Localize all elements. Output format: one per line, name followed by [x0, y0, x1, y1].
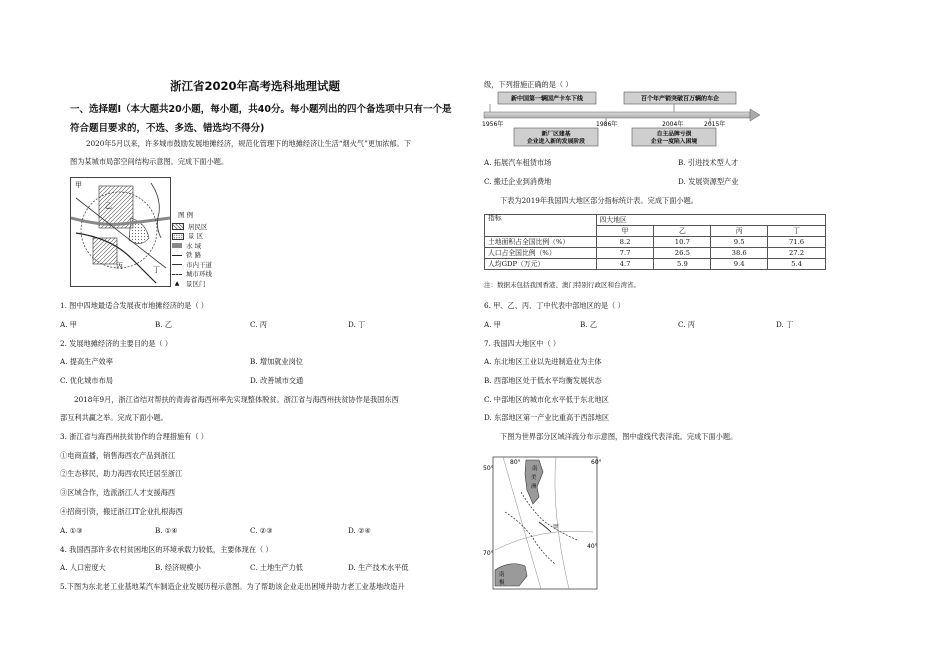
q6-option-a[interactable]: A. 甲 [484, 320, 501, 329]
q5-option-a[interactable]: A. 拓展汽车租赁市场 [484, 158, 552, 167]
q1-option-c[interactable]: C. 丙 [250, 320, 267, 329]
place-label-antarctic-ji: 极 [499, 580, 505, 586]
legend-item-scenic-gate: ▲ 景区门 [172, 279, 232, 289]
q7-option-d[interactable]: D. 东部地区第一产业比重高于西部地区 [484, 413, 610, 422]
place-label-nan: 南 [532, 466, 538, 472]
q5-option-c[interactable]: C. 搬迁企业到消费地 [484, 177, 552, 186]
residential-area-south [93, 238, 117, 264]
table-row-label: 人均GDP（万元） [485, 259, 597, 270]
ocean-map-drawing [481, 452, 611, 597]
q7-option-b[interactable]: B. 西部地区处于低水平均衡发展状态 [484, 376, 602, 385]
legend-swatch [172, 243, 182, 248]
table-header-regions: 四大地区 [596, 215, 825, 226]
legend-swatch [172, 274, 182, 275]
q1-option-b[interactable]: B. 乙 [155, 320, 173, 329]
legend-item-residential: 居民区 [172, 222, 232, 232]
q1-option-d[interactable]: D. 丁 [348, 320, 366, 329]
q6-stem: 6. 甲、乙、丙、丁中代表中部地区的是（ ） [484, 301, 625, 310]
section-heading-line1: 一、选择题Ⅰ（本大题共20小题，每小题，共40分。每小题列出的四个备选项中只有一个是 [70, 104, 452, 115]
q6-option-c[interactable]: C. 丙 [678, 320, 695, 329]
legend-item-scenic: 景 区 [172, 232, 232, 242]
place-label-antarctic-nan: 南 [499, 572, 505, 578]
q3-item-4: ④招商引资，搬迁浙江IT企业扎根海西 [60, 507, 183, 516]
legend-item-railway: 铁 路 [172, 251, 232, 261]
map-label-bing: 丙 [116, 262, 123, 270]
place-label-zhou: 洲 [531, 484, 537, 490]
q4-option-c[interactable]: C. 土地生产力低 [250, 563, 303, 572]
timeline-event-1: 新中国第一辆国产卡车下线 [510, 95, 584, 103]
q2-option-c[interactable]: C. 优化城市布局 [60, 376, 113, 385]
timeline-year-1986: 1986年 [596, 121, 618, 128]
legend-swatch [172, 264, 182, 265]
table-cell: 71.6 [768, 237, 826, 248]
q3-item-1: ①电商直播，销售海西农产品到浙江 [60, 451, 176, 460]
timeline-event-2: 百个年产销突破百万辆的车企 [640, 95, 720, 103]
table-row-label: 人口占全国比例（%） [485, 248, 597, 259]
timeline-event-3a: 新厂区建基 [541, 131, 571, 138]
table-cell: 27.2 [768, 248, 826, 259]
table-cell: 4.7 [596, 259, 654, 270]
passage1-line2: 图为某城市局部空间结构示意图。完成下面小题。 [70, 157, 229, 166]
table-cell: 7.7 [596, 248, 654, 259]
q4-stem: 4. 我国西部许多农村贫困地区的环境承载力较低，主要体现在（ ） [60, 545, 273, 554]
legend-swatch-gate: ▲ [174, 280, 180, 288]
lat-label-80: 80° [510, 459, 521, 466]
legend-title: 图 例 [178, 211, 194, 219]
q7-option-a[interactable]: A. 东北地区工业以先进制造业为主体 [484, 357, 602, 366]
table-cell: 10.7 [654, 237, 711, 248]
table-col-ding: 丁 [768, 226, 826, 237]
q3-option-d[interactable]: D. ②④ [348, 526, 371, 535]
table-col-yi: 乙 [654, 226, 711, 237]
legend-item-water: 水 域 [172, 241, 232, 251]
table-col-bing: 丙 [711, 226, 768, 237]
map-label-ding: 丁 [153, 266, 160, 274]
q2-option-b[interactable]: B. 增加就业岗位 [250, 357, 303, 366]
page-title: 浙江省2020年高考选科地理试题 [170, 79, 341, 93]
timeline-year-1956: 1956年 [482, 121, 504, 128]
section-heading-line2: 符合题目要求的，不选、多选、错选均不得分) [70, 123, 265, 134]
passage1-line1: 2020年5月以来，许多城市鼓励发展地摊经济，规范化管理下的地摊经济让生活“烟火气”更加浓郁。下 [86, 139, 411, 148]
q5-stem-line2: 级，下列措施正确的是（ ） [484, 80, 573, 89]
table-header-indicator: 指标 [485, 215, 597, 237]
passage2-line2: 部互利共赢之举。完成下面小题。 [60, 413, 168, 422]
lon-label-40: 40° [587, 543, 598, 550]
q4-option-a[interactable]: A. 人口密度大 [60, 563, 106, 572]
table-header-row [485, 215, 826, 226]
place-label-mei: 美 [531, 475, 537, 481]
q3-option-b[interactable]: B. ①④ [155, 526, 178, 535]
table-cell: 26.5 [654, 248, 711, 259]
city-map-drawing [71, 178, 170, 286]
legend-swatch [172, 233, 184, 240]
q3-stem: 3. 浙江省与海西州扶贫协作的合理措施有（ ） [60, 432, 208, 441]
q4-option-d[interactable]: D. 生产技术水平低 [348, 563, 409, 572]
q1-stem: 1. 图中四地最适合发展夜市地摊经济的是（ ） [60, 301, 208, 310]
q2-option-a[interactable]: A. 提高生产效率 [60, 357, 113, 366]
q3-option-c[interactable]: C. ②③ [250, 526, 273, 535]
legend-item-trunk-road: 市内干道 [172, 260, 232, 270]
table-cell: 9.4 [711, 259, 768, 270]
q5-stem-line1: 5.下图为东北老工业基地某汽车制造企业发展历程示意图。为了帮助该企业走出困境并助力老工业基地改造升 [60, 582, 405, 591]
q4-option-b[interactable]: B. 经济规模小 [155, 563, 201, 572]
table-cell: 38.6 [711, 248, 768, 259]
q1-option-a[interactable]: A. 甲 [60, 320, 77, 329]
table-cell: 8.2 [596, 237, 654, 248]
table-cell: 5.4 [768, 259, 826, 270]
map-label-yi: 乙 [105, 202, 112, 210]
q6-option-b[interactable]: B. 乙 [580, 320, 598, 329]
passage3: 下表为2019年我国四大地区部分指标统计表。完成下面小题。 [500, 196, 698, 205]
q2-stem: 2. 发展地摊经济的主要目的是（ ） [60, 339, 173, 348]
table-row-label: 土地面积占全国比例（%） [485, 237, 597, 248]
map-legend [172, 222, 232, 289]
ocean-current-map [483, 452, 602, 594]
q6-option-d[interactable]: D. 丁 [776, 320, 794, 329]
table-note: 注：数据未包括我国香港、澳门特别行政区和台湾省。 [484, 281, 640, 289]
timeline-arrow [750, 109, 760, 121]
q3-item-3: ③区域合作，选派浙江人才支援海西 [60, 488, 176, 497]
city-structure-map [70, 177, 171, 287]
legend-swatch [172, 223, 184, 230]
table-cell: 9.5 [711, 237, 768, 248]
q3-item-2: ②生态移民，助力海西农民迁居至浙江 [60, 469, 183, 478]
enterprise-timeline [482, 90, 762, 148]
timeline-event-4b: 企业一度陷入困境 [650, 139, 698, 145]
lat-label-70: 70° [483, 550, 494, 557]
legend-swatch [172, 255, 182, 256]
river-road [151, 183, 161, 238]
q3-option-a[interactable]: A. ①③ [60, 526, 83, 535]
q7-stem: 7. 我国四大地区中（ ） [484, 339, 561, 348]
timeline-event-3b: 企业进入新的发展阶段 [527, 139, 585, 145]
table-row [485, 248, 826, 259]
q2-option-d[interactable]: D. 改善城市交通 [250, 376, 304, 385]
table-row [485, 259, 826, 270]
timeline-event-4a: 自主品牌亏损 [656, 131, 692, 138]
table-row [485, 237, 826, 248]
map-label-jia: 甲 [75, 181, 82, 189]
place-label-jia: 甲 [553, 524, 560, 531]
q7-option-c[interactable]: C. 中部地区的城市化水平低于东北地区 [484, 395, 609, 404]
timeline-year-2015: 2015年 [704, 121, 726, 128]
table-cell: 5.9 [654, 259, 711, 270]
passage2-line1: 2018年9月，浙江省结对帮扶的青海省海西州率先实现整体脱贫。浙江省与海西州扶贫协作是我国东西 [74, 395, 399, 404]
legend-item-ring-road: 城市环线 [172, 270, 232, 280]
timeline-axis [484, 112, 750, 118]
passage4: 下图为世界部分区域洋流分布示意图，图中虚线代表洋流。完成下面小题。 [500, 432, 738, 441]
timeline-year-2004: 2004年 [662, 121, 684, 128]
q5-option-b[interactable]: B. 引进技术型人才 [678, 158, 739, 167]
lon-label-60: 60° [591, 459, 602, 466]
lat-label-50: 50° [483, 465, 494, 472]
q5-option-d[interactable]: D. 发展资源型产业 [678, 177, 739, 186]
table-col-jia: 甲 [596, 226, 654, 237]
regions-table [484, 214, 826, 270]
